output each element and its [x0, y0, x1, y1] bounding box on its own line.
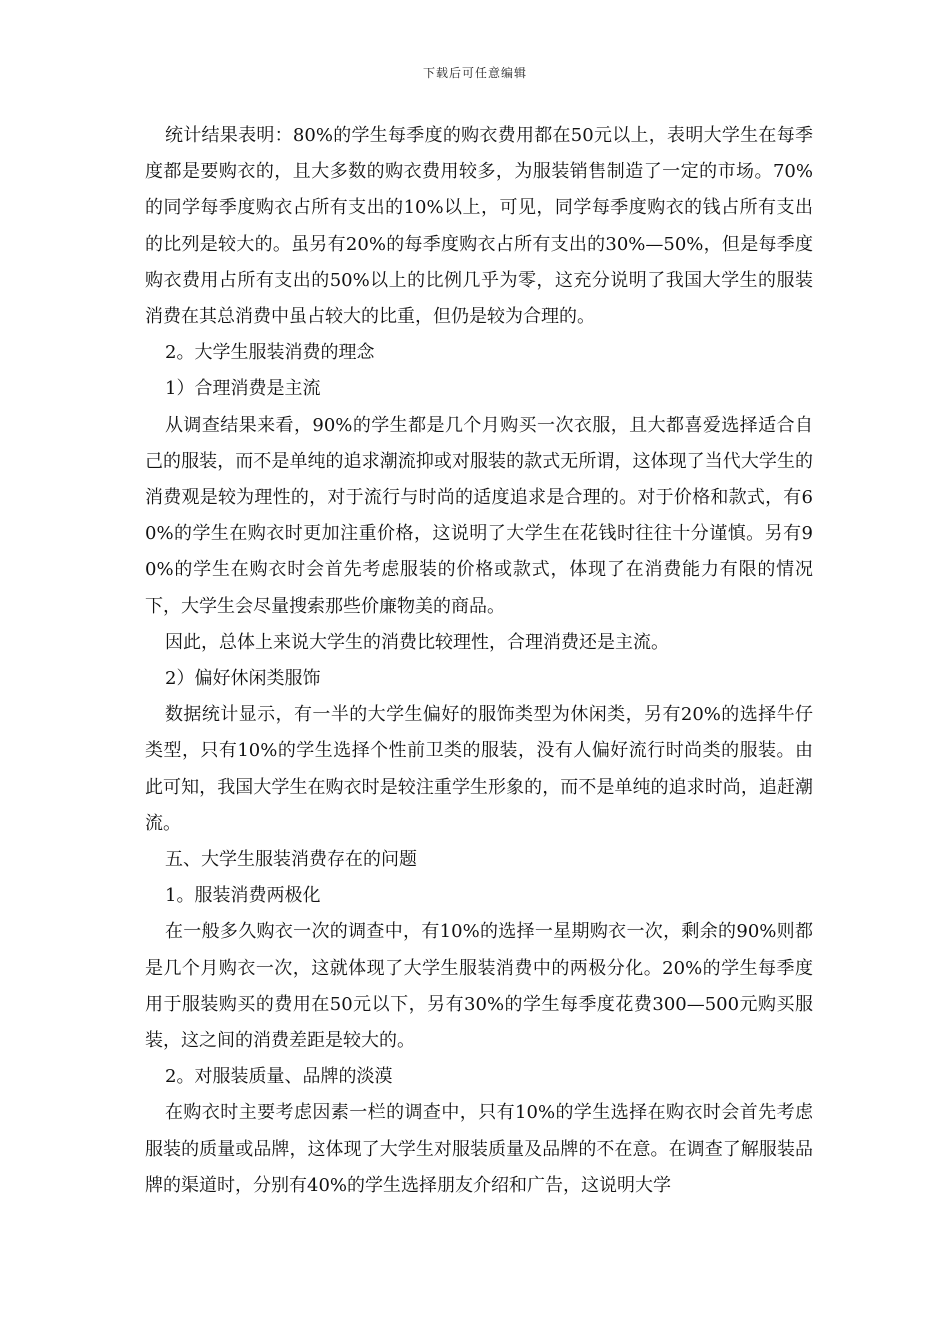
paragraph-conclusion: 因此，总体上来说大学生的消费比较理性，合理消费还是主流。 — [165, 631, 669, 653]
document-body — [145, 118, 813, 1204]
paragraph-quality-brand: 在购衣时主要考虑因素一栏的调查中，只有10%的学生选择在购衣时会首先考虑服装的质量或品牌，这体现了大学生对服装质量及品牌的不在意。在调查了解服装品牌的渠道时，分别有40%的学生选择朋友介绍和广告，这说明大学 — [145, 1102, 813, 1196]
paragraph-polarization: 在一般多久购衣一次的调查中，有10%的选择一星期购衣一次，剩余的90%则都是几个月购衣一次，这就体现了大学生服装消费中的两极分化。20%的学生每季度用于服装购买的费用在50元以下，另有30%的学生每季度花费300—500元购买服装，这之间的消费差距是较大的。 — [145, 921, 813, 1052]
heading-quality-brand: 2。对服装质量、品牌的淡漠 — [165, 1066, 393, 1088]
paragraph-casual-preference: 数据统计显示，有一半的大学生偏好的服饰类型为休闲类，另有20%的选择牛仔类型，只有10%的学生选择个性前卫类的服装，没有人偏好流行时尚类的服装。由此可知，我国大学生在购衣时是较注重学生形象的，而不是单纯的追求时尚，追赶潮流。 — [145, 704, 813, 834]
paragraph-statistics-results: 统计结果表明：80%的学生每季度的购衣费用都在50元以上，表明大学生在每季度都是要购衣的，且大多数的购衣费用较多，为服装销售制造了一定的市场。70%的同学每季度购衣占所有支出的10%以上，可见，同学每季度购衣的钱占所有支出的比列是较大的。虽另有20%的每季度购衣占所有支出的30%—50%，但是每季度购衣费用占所有支出的50%以上的比例几乎为零，这充分说明了我国大学生的服装消费在其总消费中虽占较大的比重，但仍是较为合理的。 — [145, 125, 813, 328]
heading-consumption-concept: 2。大学生服装消费的理念 — [165, 342, 375, 364]
heading-polarization: 1。服装消费两极化 — [165, 885, 321, 907]
paragraph-rational-consumption: 从调查结果来看，90%的学生都是几个月购买一次衣服，且大都喜爱选择适合自己的服装，而不是单纯的追求潮流抑或对服装的款式无所谓，这体现了当代大学生的消费观是较为理性的，对于流行与时尚的适度追求是合理的。对于价格和款式，有60%的学生在购衣时更加注重价格，这说明了大学生在花钱时往往十分谨慎。另有90%的学生在购衣时会首先考虑服装的价格或款式，体现了在消费能力有限的情况下，大学生会尽量搜索那些价廉物美的商品。 — [145, 414, 813, 617]
heading-casual-preference: 2）偏好休闲类服饰 — [165, 668, 321, 690]
heading-rational-consumption: 1）合理消费是主流 — [165, 378, 321, 400]
heading-section-five: 五、大学生服装消费存在的问题 — [165, 849, 417, 871]
page-header: 下载后可任意编辑 — [422, 66, 527, 80]
